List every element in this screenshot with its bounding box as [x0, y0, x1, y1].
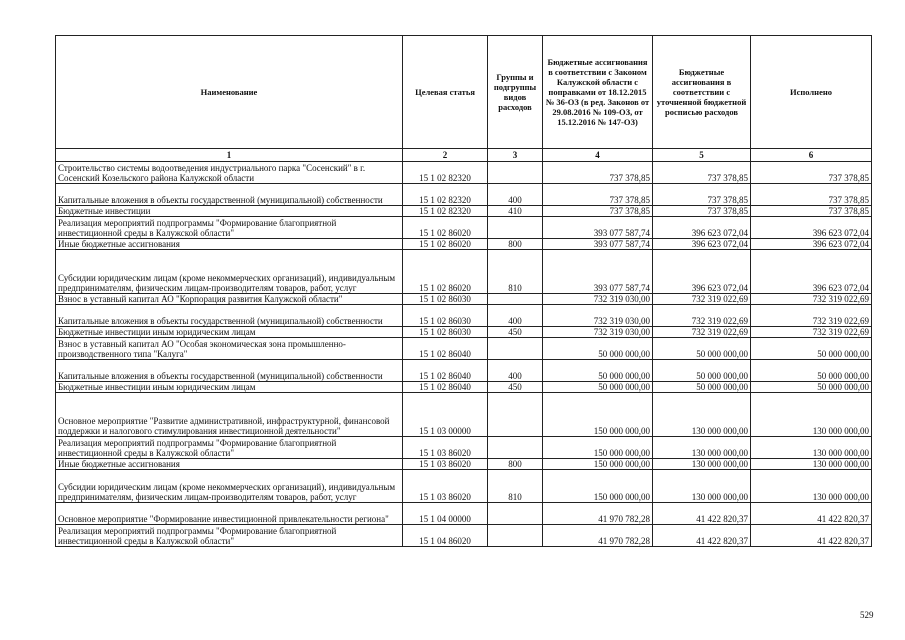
row-group-cell: 810	[488, 250, 543, 294]
row-group-cell	[488, 338, 543, 360]
row-code-cell: 15 1 02 86030	[403, 305, 488, 327]
row-executed-amount-cell: 50 000 000,00	[751, 360, 872, 382]
table-row	[56, 162, 872, 184]
row-law-amount-cell: 737 378,85	[543, 162, 653, 184]
row-law-amount-cell: 732 319 030,00	[543, 305, 653, 327]
table-row	[56, 239, 872, 250]
row-name-cell: Реализация мероприятий подпрограммы "Формирование благоприятной инвестиционной среды в Калужской области"	[56, 437, 403, 459]
row-code-cell: 15 1 02 82320	[403, 184, 488, 206]
row-executed-amount-cell: 130 000 000,00	[751, 437, 872, 459]
row-name-cell: Субсидии юридическим лицам (кроме некоммерческих организаций), индивидуальным предпринимателям, физическим лицам-производителям товаров, работ, услуг	[56, 250, 403, 294]
row-name-cell: Строительство системы водоотведения индустриального парка "Сосенский" в г. Сосенский Козельского района Калужской области	[56, 162, 403, 184]
row-law-amount-cell: 732 319 030,00	[543, 294, 653, 305]
row-law-amount-cell: 150 000 000,00	[543, 459, 653, 470]
table-row	[56, 305, 872, 327]
row-executed-amount-cell: 130 000 000,00	[751, 470, 872, 503]
column-number-row	[56, 149, 872, 162]
row-code-cell: 15 1 02 86040	[403, 382, 488, 393]
table-row	[56, 327, 872, 338]
row-group-cell: 800	[488, 459, 543, 470]
table-row	[56, 382, 872, 393]
row-schedule-amount-cell: 130 000 000,00	[653, 459, 751, 470]
row-name-cell: Бюджетные инвестиции иным юридическим лицам	[56, 327, 403, 338]
row-executed-amount-cell: 396 623 072,04	[751, 250, 872, 294]
row-schedule-amount-cell: 732 319 022,69	[653, 294, 751, 305]
row-name-cell: Взнос в уставный капитал АО "Корпорация развития Калужской области"	[56, 294, 403, 305]
row-law-amount-cell: 737 378,85	[543, 206, 653, 217]
row-name-cell: Капитальные вложения в объекты государственной (муниципальной) собственности	[56, 184, 403, 206]
row-code-cell: 15 1 02 86040	[403, 338, 488, 360]
row-executed-amount-cell: 41 422 820,37	[751, 503, 872, 525]
budget-table-sheet	[55, 35, 871, 547]
column-number: 3	[488, 149, 543, 162]
row-group-cell: 410	[488, 206, 543, 217]
row-executed-amount-cell: 130 000 000,00	[751, 459, 872, 470]
row-name-cell: Взнос в уставный капитал АО "Особая экономическая зона промышленно-производственного типа "Калуга"	[56, 338, 403, 360]
row-executed-amount-cell: 50 000 000,00	[751, 382, 872, 393]
row-group-cell: 400	[488, 184, 543, 206]
row-code-cell: 15 1 03 86020	[403, 437, 488, 459]
row-law-amount-cell: 41 970 782,28	[543, 525, 653, 547]
budget-table	[55, 35, 872, 547]
row-group-cell: 810	[488, 470, 543, 503]
column-number: 6	[751, 149, 872, 162]
row-law-amount-cell: 50 000 000,00	[543, 338, 653, 360]
row-name-cell: Основное мероприятие "Развитие административной, инфраструктурной, финансовой поддержки и налогового стимулирования инвестиционной деятельности"	[56, 393, 403, 437]
column-number: 2	[403, 149, 488, 162]
header-law: Бюджетные ассигнования в соответствии с Законом Калужской области с поправками от 18.12.2015 № 36-ОЗ (в ред. Законов от 29.08.2016 № 109-ОЗ, от 15.12.2016 № 147-ОЗ)	[543, 36, 653, 149]
row-schedule-amount-cell: 737 378,85	[653, 162, 751, 184]
table-row	[56, 294, 872, 305]
table-body	[56, 162, 872, 547]
row-schedule-amount-cell: 50 000 000,00	[653, 382, 751, 393]
row-schedule-amount-cell: 41 422 820,37	[653, 525, 751, 547]
row-law-amount-cell: 393 077 587,74	[543, 239, 653, 250]
row-schedule-amount-cell: 130 000 000,00	[653, 437, 751, 459]
row-law-amount-cell: 732 319 030,00	[543, 327, 653, 338]
row-code-cell: 15 1 02 86020	[403, 250, 488, 294]
row-executed-amount-cell: 41 422 820,37	[751, 525, 872, 547]
row-executed-amount-cell: 737 378,85	[751, 184, 872, 206]
row-name-cell: Основное мероприятие "Формирование инвестиционной привлекательности региона"	[56, 503, 403, 525]
row-law-amount-cell: 393 077 587,74	[543, 250, 653, 294]
row-name-cell: Капитальные вложения в объекты государственной (муниципальной) собственности	[56, 360, 403, 382]
row-group-cell: 450	[488, 382, 543, 393]
row-schedule-amount-cell: 130 000 000,00	[653, 393, 751, 437]
table-row	[56, 459, 872, 470]
row-code-cell: 15 1 03 86020	[403, 470, 488, 503]
row-schedule-amount-cell: 396 623 072,04	[653, 239, 751, 250]
row-code-cell: 15 1 04 86020	[403, 525, 488, 547]
row-code-cell: 15 1 02 86020	[403, 217, 488, 239]
row-group-cell: 450	[488, 327, 543, 338]
row-schedule-amount-cell: 130 000 000,00	[653, 470, 751, 503]
row-group-cell	[488, 437, 543, 459]
row-law-amount-cell: 50 000 000,00	[543, 360, 653, 382]
row-law-amount-cell: 393 077 587,74	[543, 217, 653, 239]
column-number: 4	[543, 149, 653, 162]
row-law-amount-cell: 737 378,85	[543, 184, 653, 206]
row-group-cell	[488, 393, 543, 437]
row-executed-amount-cell: 130 000 000,00	[751, 393, 872, 437]
row-group-cell	[488, 217, 543, 239]
row-schedule-amount-cell: 732 319 022,69	[653, 327, 751, 338]
row-name-cell: Субсидии юридическим лицам (кроме некоммерческих организаций), индивидуальным предпринимателям, физическим лицам-производителям товаров, работ, услуг	[56, 470, 403, 503]
row-code-cell: 15 1 02 82320	[403, 162, 488, 184]
row-executed-amount-cell: 732 319 022,69	[751, 294, 872, 305]
row-executed-amount-cell: 732 319 022,69	[751, 327, 872, 338]
row-law-amount-cell: 150 000 000,00	[543, 393, 653, 437]
row-code-cell: 15 1 02 86030	[403, 327, 488, 338]
row-schedule-amount-cell: 737 378,85	[653, 184, 751, 206]
row-executed-amount-cell: 396 623 072,04	[751, 217, 872, 239]
row-schedule-amount-cell: 396 623 072,04	[653, 250, 751, 294]
row-code-cell: 15 1 03 86020	[403, 459, 488, 470]
row-law-amount-cell: 150 000 000,00	[543, 437, 653, 459]
row-code-cell: 15 1 02 86040	[403, 360, 488, 382]
row-schedule-amount-cell: 50 000 000,00	[653, 360, 751, 382]
row-code-cell: 15 1 03 00000	[403, 393, 488, 437]
row-group-cell	[488, 162, 543, 184]
header-schedule: Бюджетные ассигнования в соответствии с уточненной бюджетной росписью расходов	[653, 36, 751, 149]
table-row	[56, 338, 872, 360]
row-name-cell: Бюджетные инвестиции иным юридическим лицам	[56, 382, 403, 393]
row-schedule-amount-cell: 396 623 072,04	[653, 217, 751, 239]
row-name-cell: Реализация мероприятий подпрограммы "Формирование благоприятной инвестиционной среды в Калужской области"	[56, 217, 403, 239]
header-groups: Группы и подгруппы видов расходов	[488, 36, 543, 149]
row-code-cell: 15 1 02 86030	[403, 294, 488, 305]
row-name-cell: Капитальные вложения в объекты государственной (муниципальной) собственности	[56, 305, 403, 327]
row-law-amount-cell: 50 000 000,00	[543, 382, 653, 393]
table-row	[56, 503, 872, 525]
table-row	[56, 360, 872, 382]
row-executed-amount-cell: 737 378,85	[751, 162, 872, 184]
row-schedule-amount-cell: 41 422 820,37	[653, 503, 751, 525]
table-row	[56, 184, 872, 206]
table-row	[56, 217, 872, 239]
header-target: Целевая статья	[403, 36, 488, 149]
header-executed: Исполнено	[751, 36, 872, 149]
row-name-cell: Иные бюджетные ассигнования	[56, 239, 403, 250]
table-row	[56, 393, 872, 437]
page-number: 529	[860, 610, 874, 620]
row-group-cell: 800	[488, 239, 543, 250]
row-name-cell: Иные бюджетные ассигнования	[56, 459, 403, 470]
row-name-cell: Реализация мероприятий подпрограммы "Формирование благоприятной инвестиционной среды в Калужской области"	[56, 525, 403, 547]
row-executed-amount-cell: 50 000 000,00	[751, 338, 872, 360]
table-row	[56, 250, 872, 294]
row-schedule-amount-cell: 732 319 022,69	[653, 305, 751, 327]
row-code-cell: 15 1 02 82320	[403, 206, 488, 217]
row-code-cell: 15 1 02 86020	[403, 239, 488, 250]
row-group-cell	[488, 525, 543, 547]
row-law-amount-cell: 41 970 782,28	[543, 503, 653, 525]
row-group-cell: 400	[488, 360, 543, 382]
header-row	[56, 36, 872, 149]
header-name: Наименование	[56, 36, 403, 149]
table-row	[56, 470, 872, 503]
row-executed-amount-cell: 396 623 072,04	[751, 239, 872, 250]
row-law-amount-cell: 150 000 000,00	[543, 470, 653, 503]
row-schedule-amount-cell: 737 378,85	[653, 206, 751, 217]
row-group-cell: 400	[488, 305, 543, 327]
row-group-cell	[488, 294, 543, 305]
column-number: 5	[653, 149, 751, 162]
table-row	[56, 525, 872, 547]
column-number: 1	[56, 149, 403, 162]
row-executed-amount-cell: 732 319 022,69	[751, 305, 872, 327]
row-schedule-amount-cell: 50 000 000,00	[653, 338, 751, 360]
row-code-cell: 15 1 04 00000	[403, 503, 488, 525]
row-group-cell	[488, 503, 543, 525]
table-row	[56, 206, 872, 217]
row-executed-amount-cell: 737 378,85	[751, 206, 872, 217]
row-name-cell: Бюджетные инвестиции	[56, 206, 403, 217]
table-row	[56, 437, 872, 459]
